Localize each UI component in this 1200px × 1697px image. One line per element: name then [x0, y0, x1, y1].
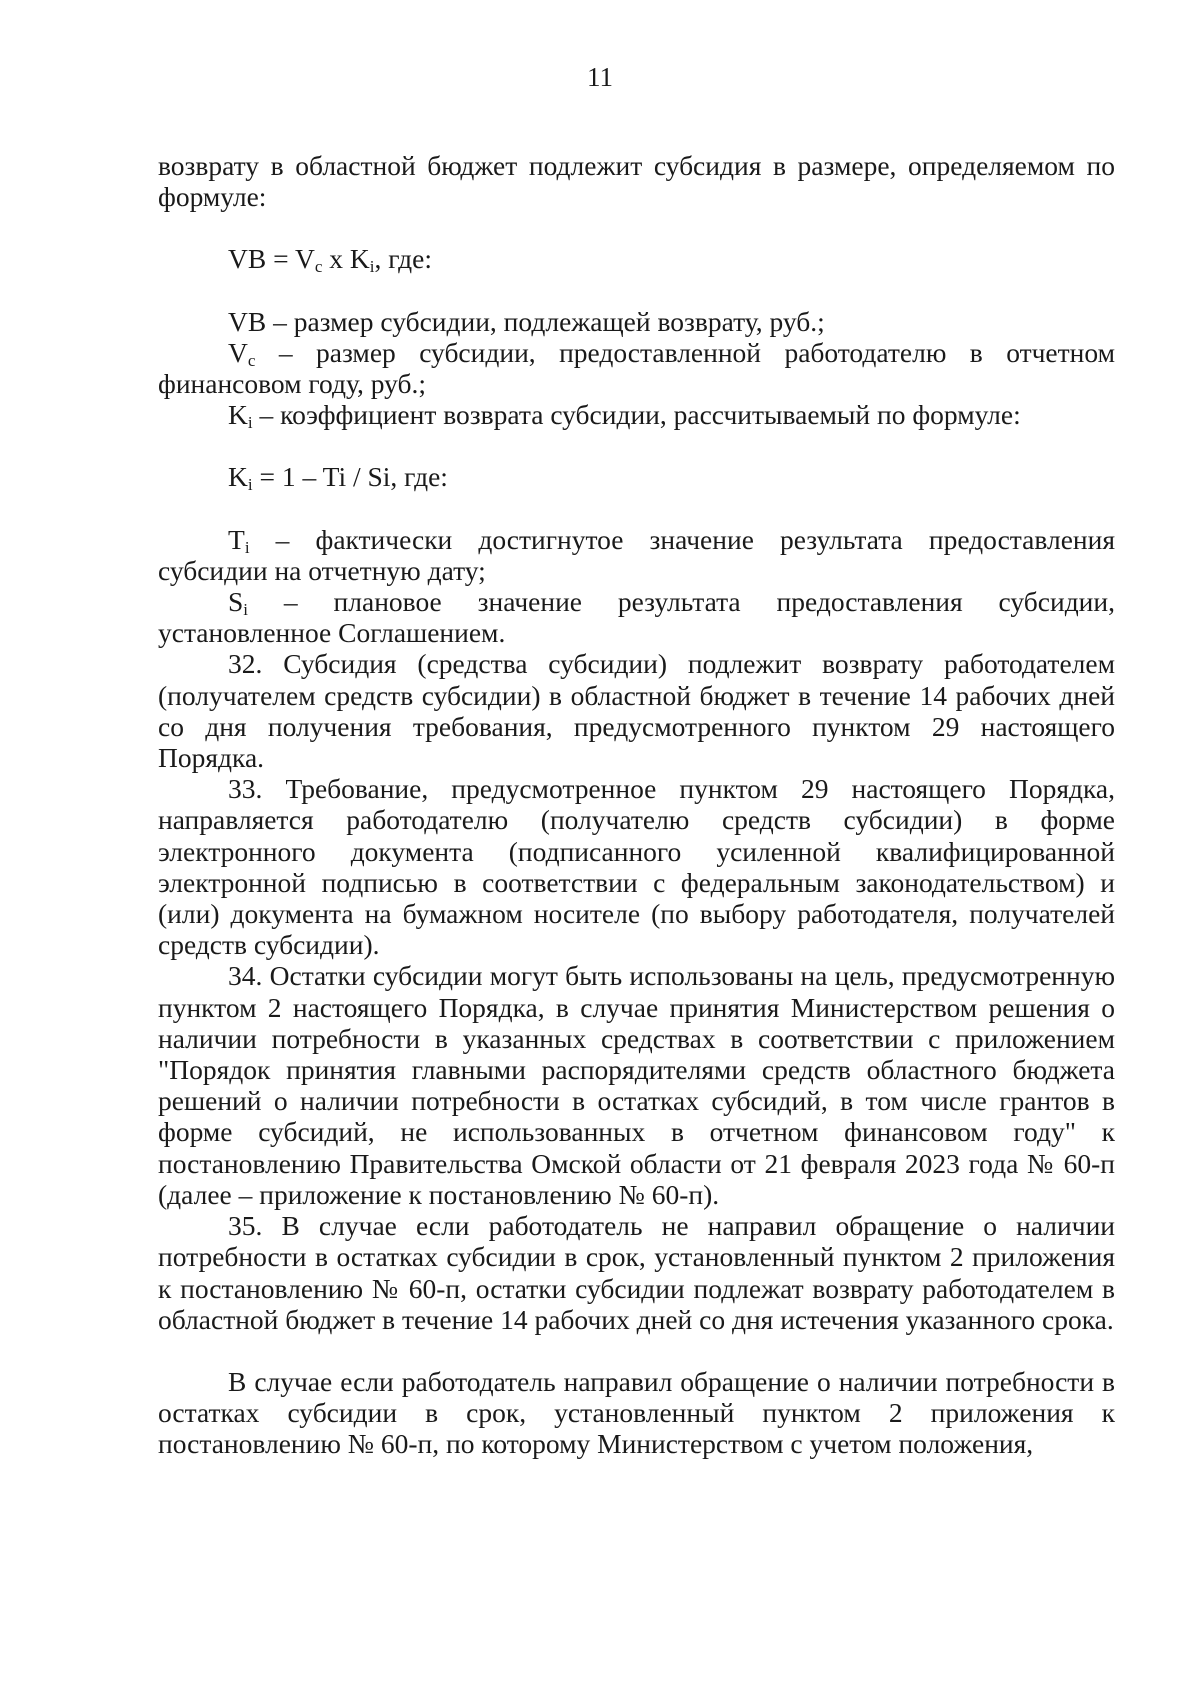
document-body: [158, 150, 1115, 1460]
definition-si: $S_i$ – плановое значение результата предоставления субсидии, установленное Соглашением.: [158, 586, 1115, 649]
formula-vb: VB = $V_c$ x $K_i$, где:: [228, 243, 432, 277]
page-number: 11: [587, 62, 613, 92]
clause-33: 33. Требование, предусмотренное пунктом 29 настоящего Порядка, направляется работодателю (получателю средств субсидии) в форме электронного документа (подписанного усиленной квалифицированной электронной подписью в соответствии с федеральным законодательством) и (или) документа на бумажном носителе (по выбору работодателя, получателей средств субсидии).: [158, 773, 1115, 961]
clause-34: 34. Остатки субсидии могут быть использованы на цель, предусмотренную пунктом 2 настоящего Порядка, в случае принятия Министерством решения о наличии потребности в указанных средствах в соответствии с приложением "Порядок принятия главными распорядителями средств областного бюджета решений о наличии потребности в остатках субсидий, в том числе грантов в форме субсидий, не использованных в отчетном финансовом году" к постановлению Правительства Омской области от 21 февраля 2023 года № 60-п (далее – приложение к постановлению № 60-п).: [158, 960, 1115, 1210]
clause-35: 35. В случае если работодатель не направил обращение о наличии потребности в остатках субсидии в срок, установленный пунктом 2 приложения к постановлению № 60-п, остатки субсидии подлежат возврату работодателем в областной бюджет в течение 14 рабочих дней со дня истечения указанного срока.: [158, 1210, 1115, 1335]
definition-vb: VB – размер субсидии, подлежащей возврату, руб.;: [228, 305, 825, 337]
clause-32: 32. Субсидия (средства субсидии) подлежит возврату работодателем (получателем средств субсидии) в областной бюджет в течение 14 рабочих дней со дня получения требования, предусмотренного пунктом 29 настоящего Порядка.: [158, 648, 1115, 774]
clause-35-continued: В случае если работодатель направил обращение о наличии потребности в остатках субсидии в срок, установленный пунктом 2 приложения к постановлению № 60-п, по которому Министерством с учетом положения,: [158, 1365, 1115, 1460]
formula-ki: $K_i = 1 - Ti / Si$, где:: [228, 461, 448, 495]
definition-ki: $K_i$ – коэффициент возврата субсидии, рассчитываемый по формуле:: [228, 399, 1021, 433]
paragraph-intro: возврату в областной бюджет подлежит субсидия в размере, определяемом по формуле:: [158, 150, 1115, 213]
definition-ti: $T_i$ – фактически достигнутое значение результата предоставления субсидии на отчетную дату;: [158, 523, 1115, 586]
definition-vc: $V_c$ – размер субсидии, предоставленной работодателю в отчетном финансовом году, руб.;: [158, 336, 1115, 400]
